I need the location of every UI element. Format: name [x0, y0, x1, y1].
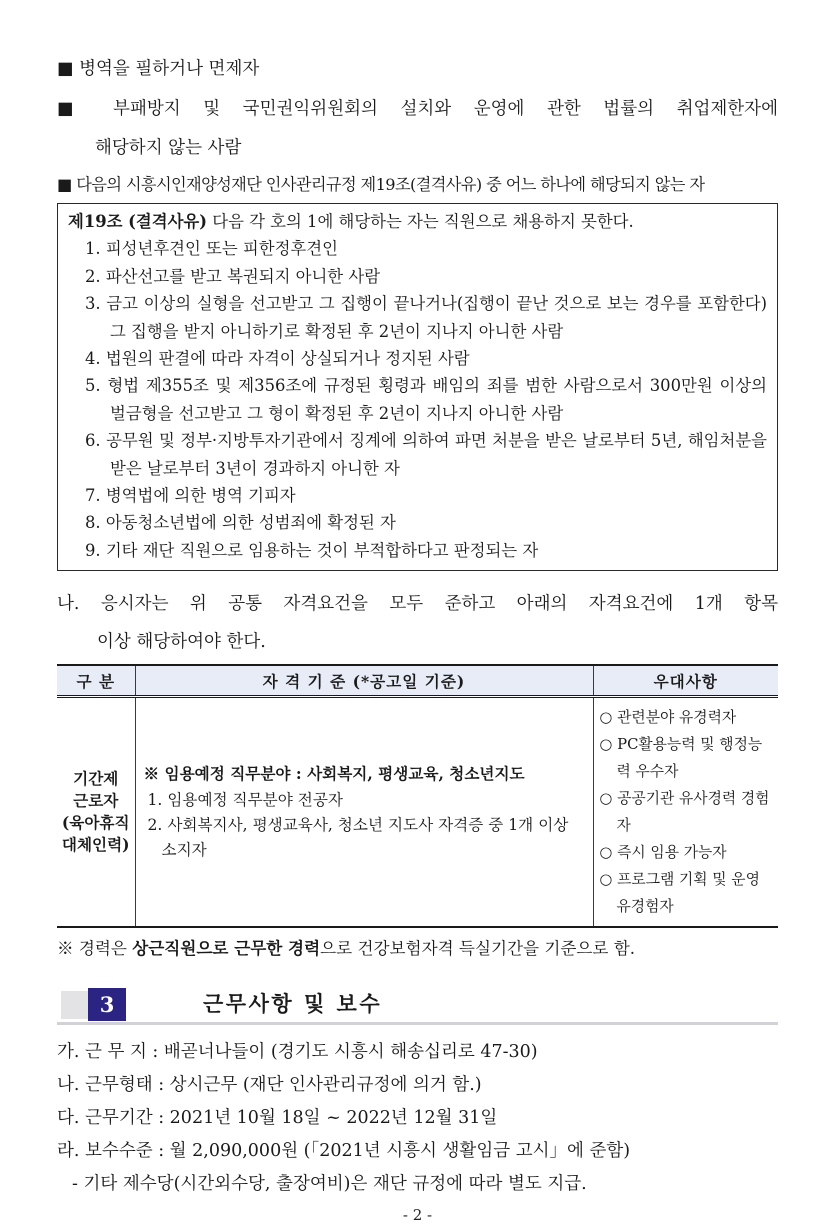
paragraph-na-line2: 이상 해당하여야 한다. [97, 632, 266, 653]
category-line: 기간제 [73, 768, 119, 788]
paragraph-na-line1: 나. 응시자는 위 공통 자격요건을 모두 준하고 아래의 자격요건에 1개 항목 [57, 594, 778, 615]
work-item-period: 다. 근무기간 : 2021년 10월 18일 ~ 2022년 12월 31일 [57, 1107, 498, 1128]
bullet-anticorruption-line1: ■ 부패방지 및 국민권익위원회의 설치와 운영에 관한 법률의 취업제한자에 [57, 99, 778, 119]
preference-item-5: ○ 프로그램 기획 및 운영 유경험자 [599, 870, 760, 915]
work-item-allowance: - 기타 제수당(시간외수당, 출장여비)은 재단 규정에 따라 별도 지급. [72, 1173, 587, 1194]
article-item-6: 6. 공무원 및 정부·지방투자기관에서 징계에 의하여 파면 처분을 받은 날로부터 5년, 해임처분을 받은 날로부터 3년이 경과하지 아니한 자 [85, 431, 767, 478]
article-19-box [57, 203, 778, 571]
cell-criteria [135, 696, 593, 927]
preference-item-2: ○ PC활용능력 및 행정능력 우수자 [599, 735, 763, 780]
table-row [57, 696, 778, 927]
cell-category [57, 696, 135, 927]
career-note-bold: 상근직원으로 근무한 경력 [132, 937, 321, 958]
preference-item-4: ○ 즉시 임용 가능자 [599, 843, 727, 861]
article-19-title-bold: 제19조 (결격사유) [68, 212, 208, 231]
header-preference: 우대사항 [593, 665, 778, 696]
career-note-prefix: ※ 경력은 [57, 938, 133, 958]
table-header-row [57, 665, 778, 696]
section-number-badge: 3 [88, 988, 126, 1021]
category-line: 근로자 [73, 790, 119, 810]
bullet-anticorruption-line2: 해당하지 않는 사람 [95, 138, 242, 158]
career-note [57, 937, 778, 960]
header-category: 구 분 [57, 665, 135, 696]
bullet-military-service: ■ 병역을 필하거나 면제자 [57, 59, 260, 79]
work-item-location: 가. 근 무 지 : 배곧너나들이 (경기도 시흥시 해송십리로 47-30) [57, 1041, 538, 1062]
preference-item-3: ○ 공공기관 유사경력 경험자 [599, 789, 770, 834]
criteria-item-1: 1. 임용예정 직무분야 전공자 [147, 790, 343, 809]
criteria-note: ※ 임용예정 직무분야 : 사회복지, 평생교육, 청소년지도 [143, 763, 525, 783]
article-item-3: 3. 금고 이상의 실형을 선고받고 그 집행이 끝나거나(집행이 끝난 것으로 보는 경우를 포함한다) 그 집행을 받지 아니하기로 확정된 후 2년이 지나지 아니한 사람 [85, 294, 767, 341]
section-3-header [57, 987, 778, 1025]
article-item-2: 2. 파산선고를 받고 복권되지 아니한 사람 [85, 266, 381, 286]
header-criteria: 자 격 기 준 (*공고일 기준) [135, 665, 593, 696]
category-line: 대체인력) [61, 834, 130, 854]
page-number: - 2 - [402, 1205, 433, 1224]
article-19-title [68, 208, 767, 235]
work-conditions-list [57, 1041, 778, 1195]
article-item-4: 4. 법원의 판결에 따라 자격이 상실되거나 정지된 사람 [85, 349, 470, 369]
work-item-type: 나. 근무형태 : 상시근무 (재단 인사관리규정에 의거 함.) [57, 1074, 482, 1095]
preference-item-1: ○ 관련분야 유경력자 [599, 708, 737, 726]
article-item-5: 5. 형법 제355조 및 제356조에 규정된 횡령과 배임의 죄를 범한 사람으로서 300만원 이상의 벌금형을 선고받고 그 형이 확정된 후 2년이 지나지 아니한 사람 [85, 376, 767, 423]
paragraph-na [57, 592, 778, 654]
article-item-7: 7. 병역법에 의한 병역 기피자 [85, 486, 296, 506]
article-item-9: 9. 기타 재단 직원으로 임용하는 것이 부적합하다고 판정되는 자 [85, 540, 539, 560]
cell-preferences [593, 696, 778, 927]
article-item-1: 1. 피성년후견인 또는 피한정후견인 [85, 239, 338, 259]
work-item-pay: 라. 보수수준 : 월 2,090,000원 (「2021년 시흥시 생활임금 고시」에 준함) [57, 1140, 631, 1161]
career-note-suffix: 으로 건강보험자격 득실기간을 기준으로 함. [320, 938, 636, 958]
section-title: 근무사항 및 보수 [203, 990, 383, 1016]
article-item-8: 8. 아동청소년법에 의한 성범죄에 확정된 자 [85, 513, 396, 533]
bullet-disqualification-intro: ■ 다음의 시흥시인재양성재단 인사관리규정 제19조(결격사유) 중 어느 하나에 해당되지 않는 자 [57, 175, 705, 194]
qualification-table [57, 664, 778, 928]
category-line: (육아휴직 [61, 812, 130, 832]
section-band-decoration [61, 991, 88, 1019]
article-19-title-rest: 다음 각 호의 1에 해당하는 자는 직원으로 채용하지 못한다. [207, 212, 634, 231]
criteria-item-2: 2. 사회복지사, 평생교육사, 청소년 지도사 자격증 중 1개 이상 소지자 [147, 815, 569, 859]
